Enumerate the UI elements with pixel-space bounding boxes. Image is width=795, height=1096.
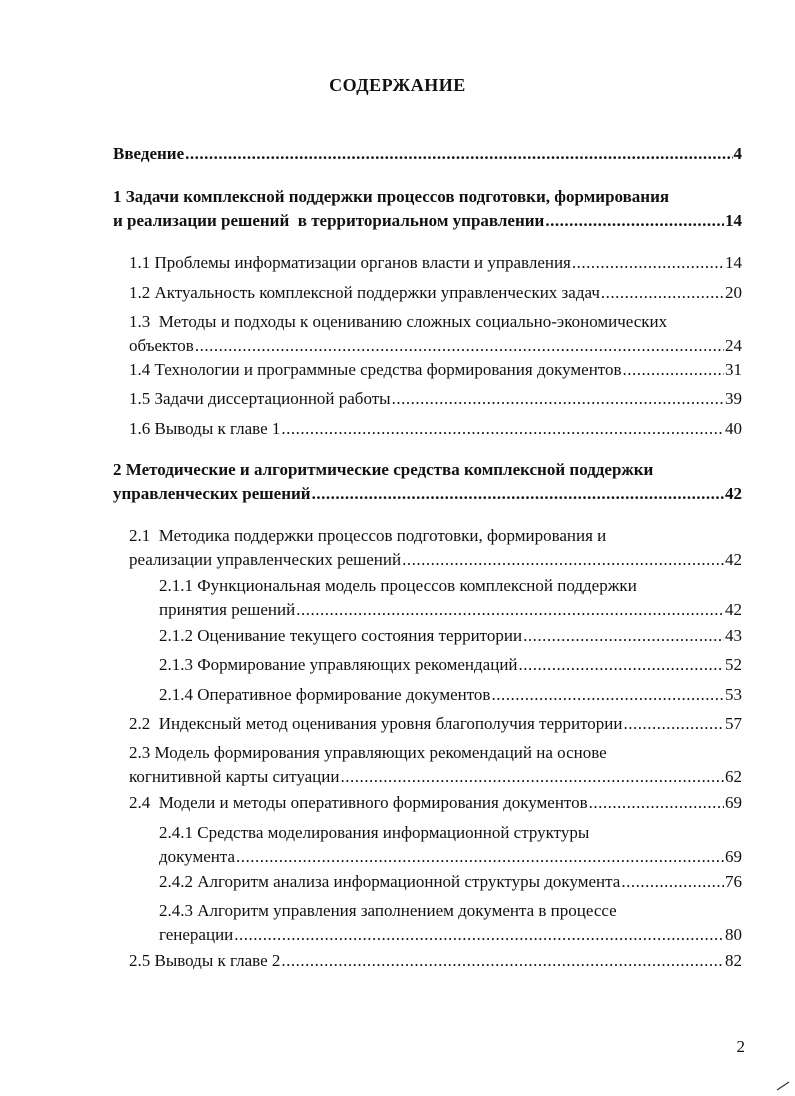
toc-entry-1-3[interactable] bbox=[129, 310, 742, 358]
toc-entry-2-4-1[interactable] bbox=[159, 821, 742, 869]
toc-entry-title-cont: генерации bbox=[159, 925, 234, 944]
toc-page-number: 4 bbox=[733, 144, 742, 163]
leader-dots bbox=[185, 142, 732, 166]
toc-entry-1-5[interactable] bbox=[129, 387, 742, 411]
toc-entry-1-6[interactable] bbox=[129, 417, 742, 441]
toc-page-number: 31 bbox=[725, 360, 742, 379]
toc-page-number: 24 bbox=[725, 336, 742, 355]
toc-page-number: 82 bbox=[725, 951, 742, 970]
toc-entry-2-5[interactable] bbox=[129, 949, 742, 973]
toc-entry-introduction[interactable] bbox=[113, 142, 742, 166]
toc-page-number: 52 bbox=[725, 655, 742, 674]
toc-page-number: 57 bbox=[725, 714, 742, 733]
leader-dots bbox=[572, 251, 724, 275]
toc-entry-title: 2.5 Выводы к главе 2 bbox=[129, 951, 281, 970]
toc-entry-2-1-2[interactable] bbox=[159, 624, 742, 648]
toc-entry-title: 1 Задачи комплексной поддержки процессов подготовки, формирования bbox=[113, 187, 670, 206]
toc-entry-2-4[interactable] bbox=[129, 791, 742, 815]
leader-dots bbox=[601, 281, 724, 305]
toc-page-number: 62 bbox=[725, 767, 742, 786]
toc-page-number: 20 bbox=[725, 283, 742, 302]
toc-entry-title: 2.4 Модели и методы оперативного формирования документов bbox=[129, 793, 588, 812]
toc-page-number: 42 bbox=[725, 550, 742, 569]
leader-dots bbox=[312, 482, 724, 506]
toc-page-number: 53 bbox=[725, 685, 742, 704]
toc-page-number: 14 bbox=[725, 253, 742, 272]
leader-dots bbox=[621, 870, 724, 894]
toc-entry-title: 2.4.2 Алгоритм анализа информационной структуры документа bbox=[159, 872, 621, 891]
toc-page-number: 42 bbox=[725, 484, 742, 503]
toc-entry-title: 2.1 Методика поддержки процессов подготовки, формирования и bbox=[129, 526, 607, 545]
toc-entry-title: 1.4 Технологии и программные средства формирования документов bbox=[129, 360, 622, 379]
toc-page-number: 69 bbox=[725, 847, 742, 866]
toc-entry-1-4[interactable] bbox=[129, 358, 742, 382]
toc-entry-title: 1.1 Проблемы информатизации органов власти и управления bbox=[129, 253, 571, 272]
toc-entry-1-1[interactable] bbox=[129, 251, 742, 275]
page-title: СОДЕРЖАНИЕ bbox=[329, 75, 466, 95]
toc-entry-title: 2.1.3 Формирование управляющих рекомендаций bbox=[159, 655, 518, 674]
leader-dots bbox=[296, 598, 724, 622]
toc-entry-title: Введение bbox=[113, 144, 185, 163]
toc-entry-title: 1.3 Методы и подходы к оцениванию сложных социально-экономических bbox=[129, 312, 668, 331]
leader-dots bbox=[623, 358, 724, 382]
leader-dots bbox=[340, 765, 724, 789]
toc-entry-title-cont: когнитивной карты ситуации bbox=[129, 767, 340, 786]
leader-dots bbox=[589, 791, 724, 815]
toc-page-number: 80 bbox=[725, 925, 742, 944]
toc-entry-title: 2.1.1 Функциональная модель процессов комплексной поддержки bbox=[159, 576, 637, 595]
leader-dots bbox=[623, 712, 724, 736]
toc-entry-title: 1.5 Задачи диссертационной работы bbox=[129, 389, 391, 408]
pen-mark bbox=[775, 1080, 791, 1092]
leader-dots bbox=[491, 683, 724, 707]
leader-dots bbox=[392, 387, 724, 411]
toc-entry-title-cont: объектов bbox=[129, 336, 194, 355]
toc-entry-title: 1.2 Актуальность комплексной поддержки управленческих задач bbox=[129, 283, 600, 302]
toc-entry-title-cont: принятия решений bbox=[159, 600, 296, 619]
toc-page-number: 14 bbox=[725, 211, 742, 230]
toc-page-number: 76 bbox=[725, 872, 742, 891]
toc-entry-title: 2.4.1 Средства моделирования информационной структуры bbox=[159, 823, 590, 842]
leader-dots bbox=[281, 949, 724, 973]
toc-entry-2-1-3[interactable] bbox=[159, 653, 742, 677]
toc-entry-title: 1.6 Выводы к главе 1 bbox=[129, 419, 281, 438]
toc-entry-title-cont: управленческих решений bbox=[113, 484, 311, 503]
toc-entry-title: 2.1.4 Оперативное формирование документов bbox=[159, 685, 491, 704]
leader-dots bbox=[523, 624, 724, 648]
toc-entry-title: 2.2 Индексный метод оценивания уровня благополучия территории bbox=[129, 714, 623, 733]
page-number: 2 bbox=[736, 1037, 745, 1056]
toc-page-number: 43 bbox=[725, 626, 742, 645]
toc-entry-chapter-2[interactable] bbox=[113, 458, 742, 506]
toc-entry-1-2[interactable] bbox=[129, 281, 742, 305]
toc-entry-title: 2.1.2 Оценивание текущего состояния территории bbox=[159, 626, 523, 645]
leader-dots bbox=[281, 417, 724, 441]
toc-entry-title-cont: реализации управленческих решений bbox=[129, 550, 402, 569]
toc-page-number: 42 bbox=[725, 600, 742, 619]
leader-dots bbox=[519, 653, 724, 677]
leader-dots bbox=[545, 209, 724, 233]
toc-entry-chapter-1[interactable] bbox=[113, 185, 742, 233]
toc-entry-2-1-4[interactable] bbox=[159, 683, 742, 707]
leader-dots bbox=[236, 845, 724, 869]
toc-entry-2-4-3[interactable] bbox=[159, 899, 742, 947]
toc-page-number: 40 bbox=[725, 419, 742, 438]
toc-page-number: 69 bbox=[725, 793, 742, 812]
toc-page-number: 39 bbox=[725, 389, 742, 408]
toc-entry-2-1[interactable] bbox=[129, 524, 742, 572]
toc-entry-title: 2 Методические и алгоритмические средства комплексной поддержки bbox=[113, 460, 654, 479]
toc-entry-title: 2.4.3 Алгоритм управления заполнением документа в процессе bbox=[159, 901, 617, 920]
leader-dots bbox=[195, 334, 724, 358]
toc-entry-2-3[interactable] bbox=[129, 741, 742, 789]
toc-entry-title-cont: документа bbox=[159, 847, 236, 866]
toc-entry-2-4-2[interactable] bbox=[159, 870, 742, 894]
toc-entry-title-cont: и реализации решений в территориальном управлении bbox=[113, 211, 545, 230]
leader-dots bbox=[402, 548, 724, 572]
toc-entry-title: 2.3 Модель формирования управляющих рекомендаций на основе bbox=[129, 743, 607, 762]
leader-dots bbox=[234, 923, 724, 947]
toc-entry-2-2[interactable] bbox=[129, 712, 742, 736]
toc-entry-2-1-1[interactable] bbox=[159, 574, 742, 622]
